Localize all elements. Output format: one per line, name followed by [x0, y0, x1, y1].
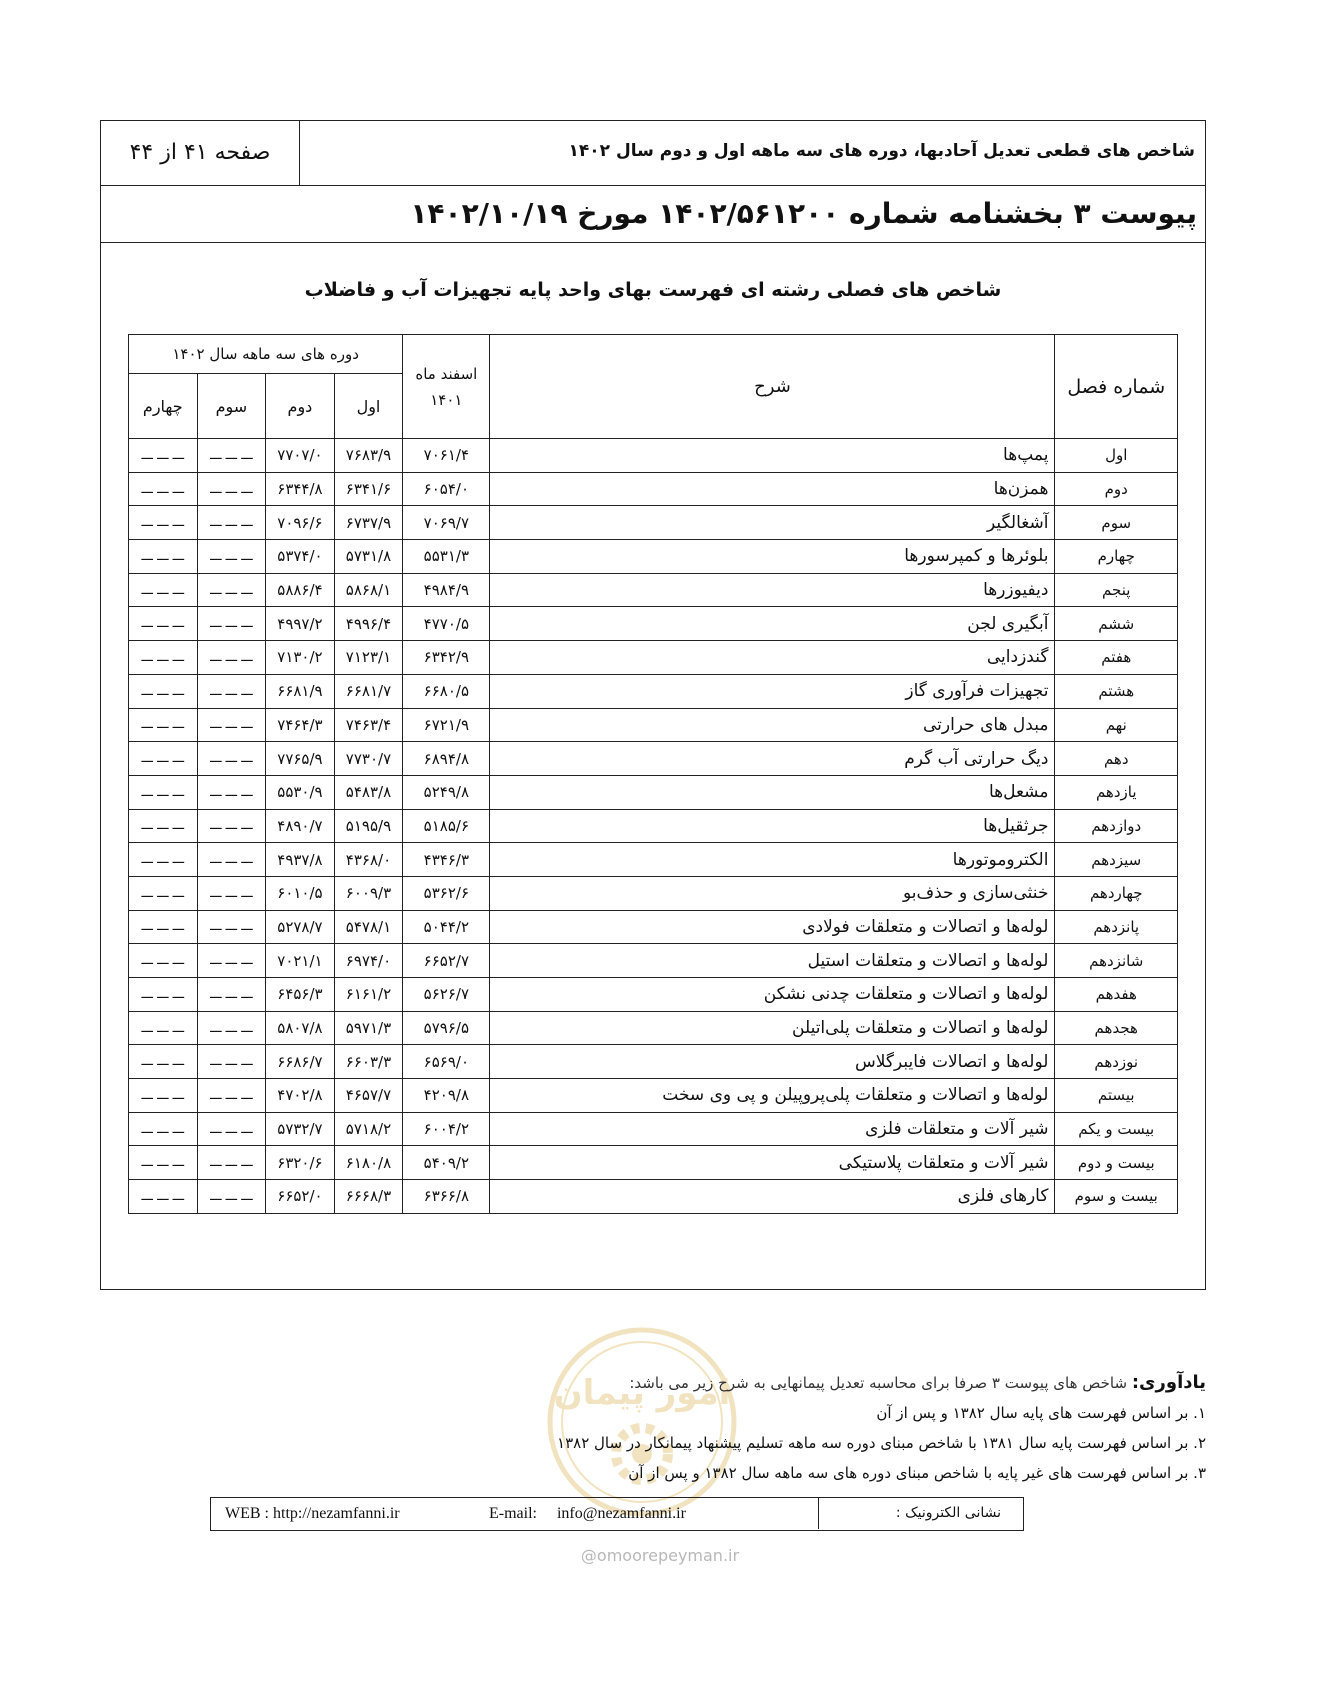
description-cell: لوله‌ها و اتصالات و متعلقات فولادی — [490, 910, 1055, 944]
q4-cell: ـــ ـــ ـــ — [129, 1045, 198, 1079]
contact-label: نشانی الکترونیک : — [818, 1498, 1023, 1529]
q2-cell: ۶۶۸۶/۷ — [266, 1045, 335, 1079]
q4-cell: ـــ ـــ ـــ — [129, 775, 198, 809]
q2-cell: ۷۰۹۶/۶ — [266, 506, 335, 540]
chapter-cell: دوم — [1055, 472, 1178, 506]
q1-cell: ۶۰۰۹/۳ — [334, 876, 403, 910]
description-cell: لوله‌ها و اتصالات و متعلقات پلی‌پروپیلن و پی وی سخت — [490, 1079, 1055, 1113]
notes-label: یادآوری: — [1131, 1372, 1206, 1393]
table-row — [129, 1011, 1178, 1045]
q1-cell: ۵۴۸۳/۸ — [334, 775, 403, 809]
chapter-cell: بیست و دوم — [1055, 1146, 1178, 1180]
q4-cell: ـــ ـــ ـــ — [129, 607, 198, 641]
q3-cell: ـــ ـــ ـــ — [197, 540, 266, 574]
q2-cell: ۷۴۶۴/۳ — [266, 708, 335, 742]
q4-cell: ـــ ـــ ـــ — [129, 944, 198, 978]
index-table — [128, 334, 1178, 1214]
q4-cell: ـــ ـــ ـــ — [129, 506, 198, 540]
q3-cell: ـــ ـــ ـــ — [197, 607, 266, 641]
header-q1: اول — [334, 374, 403, 439]
q3-cell: ـــ ـــ ـــ — [197, 843, 266, 877]
esfand-1401-cell: ۵۶۲۶/۷ — [403, 978, 490, 1012]
q4-cell: ـــ ـــ ـــ — [129, 742, 198, 776]
q1-cell: ۴۳۶۸/۰ — [334, 843, 403, 877]
q1-cell: ۷۴۶۳/۴ — [334, 708, 403, 742]
header-row — [101, 121, 1205, 186]
chapter-cell: نهم — [1055, 708, 1178, 742]
description-cell: تجهیزات فرآوری گاز — [490, 674, 1055, 708]
q3-cell: ـــ ـــ ـــ — [197, 439, 266, 473]
q4-cell: ـــ ـــ ـــ — [129, 910, 198, 944]
esfand-1401-cell: ۴۷۷۰/۵ — [403, 607, 490, 641]
q1-cell: ۷۶۸۳/۹ — [334, 439, 403, 473]
header-q4: چهارم — [129, 374, 198, 439]
q3-cell: ـــ ـــ ـــ — [197, 809, 266, 843]
q2-cell: ۴۸۹۰/۷ — [266, 809, 335, 843]
description-cell: لوله‌ها و اتصالات و متعلقات استیل — [490, 944, 1055, 978]
chapter-cell: اول — [1055, 439, 1178, 473]
q2-cell: ۶۶۵۲/۰ — [266, 1180, 335, 1214]
chapter-cell: پانزدهم — [1055, 910, 1178, 944]
q4-cell: ـــ ـــ ـــ — [129, 1079, 198, 1113]
esfand-1401-cell: ۶۳۴۲/۹ — [403, 641, 490, 675]
table-row — [129, 1112, 1178, 1146]
chapter-cell: چهارم — [1055, 540, 1178, 574]
q1-cell: ۶۶۰۳/۳ — [334, 1045, 403, 1079]
q4-cell: ـــ ـــ ـــ — [129, 843, 198, 877]
note-item-3: ۳. بر اساس فهرست های غیر پایه با شاخص مبنای دوره های سه ماهه سال ۱۳۸۲ و پس از آن — [628, 1464, 1206, 1482]
q2-cell: ۴۹۳۷/۸ — [266, 843, 335, 877]
table-row — [129, 1146, 1178, 1180]
header-chapter: شماره فصل — [1055, 335, 1178, 439]
esfand-1401-cell: ۷۰۶۹/۷ — [403, 506, 490, 540]
bulletin-row — [101, 185, 1205, 243]
q1-cell: ۵۸۶۸/۱ — [334, 573, 403, 607]
q2-cell: ۴۷۰۲/۸ — [266, 1079, 335, 1113]
page-number: صفحه ۴۱ از ۴۴ — [101, 121, 300, 185]
esfand-1401-cell: ۵۰۴۴/۲ — [403, 910, 490, 944]
notes-section — [446, 1368, 1206, 1488]
description-cell: همزن‌ها — [490, 472, 1055, 506]
q1-cell: ۴۶۵۷/۷ — [334, 1079, 403, 1113]
q4-cell: ـــ ـــ ـــ — [129, 1180, 198, 1214]
q3-cell: ـــ ـــ ـــ — [197, 1079, 266, 1113]
q1-cell: ۶۳۴۱/۶ — [334, 472, 403, 506]
q1-cell: ۵۱۹۵/۹ — [334, 809, 403, 843]
notes-intro: شاخص های پیوست ۳ صرفا برای محاسبه تعدیل پیمانهایی به شرح زیر می باشد: — [629, 1374, 1128, 1392]
chapter-cell: سیزدهم — [1055, 843, 1178, 877]
q3-cell: ـــ ـــ ـــ — [197, 742, 266, 776]
q1-cell: ۶۱۶۱/۲ — [334, 978, 403, 1012]
chapter-cell: چهاردهم — [1055, 876, 1178, 910]
q2-cell: ۵۸۰۷/۸ — [266, 1011, 335, 1045]
esfand-1401-cell: ۶۶۸۰/۵ — [403, 674, 490, 708]
q2-cell: ۵۵۳۰/۹ — [266, 775, 335, 809]
description-cell: کارهای فلزی — [490, 1180, 1055, 1214]
description-cell: شیر آلات و متعلقات پلاستیکی — [490, 1146, 1055, 1180]
table-row — [129, 1045, 1178, 1079]
table-row — [129, 540, 1178, 574]
q4-cell: ـــ ـــ ـــ — [129, 1011, 198, 1045]
table-row — [129, 843, 1178, 877]
description-cell: آبگیری لجن — [490, 607, 1055, 641]
q3-cell: ـــ ـــ ـــ — [197, 1180, 266, 1214]
header-esfand-line2: ۱۴۰۱ — [430, 390, 463, 409]
table-row — [129, 506, 1178, 540]
chapter-cell: هفدهم — [1055, 978, 1178, 1012]
website-link[interactable]: WEB : http://nezamfanni.ir — [225, 1505, 400, 1522]
q3-cell: ـــ ـــ ـــ — [197, 506, 266, 540]
chapter-cell: نوزدهم — [1055, 1045, 1178, 1079]
email-address: info@nezamfanni.ir — [556, 1505, 686, 1522]
description-cell: گندزدایی — [490, 641, 1055, 675]
table-row — [129, 674, 1178, 708]
esfand-1401-cell: ۵۴۰۹/۲ — [403, 1146, 490, 1180]
description-cell: آشغالگیر — [490, 506, 1055, 540]
q2-cell: ۵۲۷۸/۷ — [266, 910, 335, 944]
q2-cell: ۵۳۷۴/۰ — [266, 540, 335, 574]
q2-cell: ۷۰۲۱/۱ — [266, 944, 335, 978]
header-esfand-line1: اسفند ماه — [415, 364, 478, 383]
table-row — [129, 775, 1178, 809]
description-cell: الکتروموتورها — [490, 843, 1055, 877]
chapter-cell: ششم — [1055, 607, 1178, 641]
q2-cell: ۷۱۳۰/۲ — [266, 641, 335, 675]
q2-cell: ۷۷۰۷/۰ — [266, 439, 335, 473]
esfand-1401-cell: ۶۰۵۴/۰ — [403, 472, 490, 506]
q4-cell: ـــ ـــ ـــ — [129, 472, 198, 506]
email-label: E-mail: — [489, 1505, 537, 1522]
description-cell: لوله‌ها و اتصالات و متعلقات پلی‌اتیلن — [490, 1011, 1055, 1045]
esfand-1401-cell: ۶۳۶۶/۸ — [403, 1180, 490, 1214]
esfand-1401-cell: ۴۹۸۴/۹ — [403, 573, 490, 607]
table-row — [129, 978, 1178, 1012]
chapter-cell: شانزدهم — [1055, 944, 1178, 978]
description-cell: دیفیوزرها — [490, 573, 1055, 607]
header-q3: سوم — [197, 374, 266, 439]
description-cell: لوله‌ها و اتصالات فایبرگلاس — [490, 1045, 1055, 1079]
q3-cell: ـــ ـــ ـــ — [197, 573, 266, 607]
table-row — [129, 439, 1178, 473]
note-item-1: ۱. بر اساس فهرست های پایه سال ۱۳۸۲ و پس از آن — [876, 1404, 1206, 1422]
table-row — [129, 708, 1178, 742]
q4-cell: ـــ ـــ ـــ — [129, 708, 198, 742]
q1-cell: ۶۹۷۴/۰ — [334, 944, 403, 978]
table-row — [129, 944, 1178, 978]
watermark-text: @omoorepeyman.ir — [580, 1546, 740, 1565]
contact-box — [210, 1497, 1024, 1531]
q3-cell: ـــ ـــ ـــ — [197, 944, 266, 978]
q4-cell: ـــ ـــ ـــ — [129, 809, 198, 843]
q2-cell: ۴۹۹۷/۲ — [266, 607, 335, 641]
chapter-cell: هفتم — [1055, 641, 1178, 675]
table-title: شاخص های فصلی رشته ای فهرست بهای واحد پایه تجهیزات آب و فاضلاب — [304, 279, 1002, 301]
header-description: شرح — [490, 335, 1055, 439]
q4-cell: ـــ ـــ ـــ — [129, 540, 198, 574]
esfand-1401-cell: ۴۳۴۶/۳ — [403, 843, 490, 877]
header-esfand-1401 — [403, 335, 490, 439]
header-q2: دوم — [266, 374, 335, 439]
esfand-1401-cell: ۵۳۶۲/۶ — [403, 876, 490, 910]
table-row — [129, 1180, 1178, 1214]
q3-cell: ـــ ـــ ـــ — [197, 674, 266, 708]
chapter-cell: سوم — [1055, 506, 1178, 540]
table-row — [129, 1079, 1178, 1113]
chapter-cell: هجدهم — [1055, 1011, 1178, 1045]
q1-cell: ۶۱۸۰/۸ — [334, 1146, 403, 1180]
bulletin-reference: پیوست ۳ بخشنامه شماره ۱۴۰۲/۵۶۱۲۰۰ مورخ ۱۴۰۲/۱۰/۱۹ — [410, 197, 1197, 230]
table-body — [129, 439, 1178, 1214]
esfand-1401-cell: ۴۲۰۹/۸ — [403, 1079, 490, 1113]
q3-cell: ـــ ـــ ـــ — [197, 876, 266, 910]
q2-cell: ۷۷۶۵/۹ — [266, 742, 335, 776]
q1-cell: ۵۹۷۱/۳ — [334, 1011, 403, 1045]
q1-cell: ۵۷۱۸/۲ — [334, 1112, 403, 1146]
q4-cell: ـــ ـــ ـــ — [129, 674, 198, 708]
header-quarterly-periods: دوره های سه ماهه سال ۱۴۰۲ — [129, 335, 403, 374]
q2-cell: ۶۶۸۱/۹ — [266, 674, 335, 708]
q1-cell: ۴۹۹۶/۴ — [334, 607, 403, 641]
description-cell: دیگ حرارتی آب گرم — [490, 742, 1055, 776]
description-cell: مبدل های حرارتی — [490, 708, 1055, 742]
q4-cell: ـــ ـــ ـــ — [129, 876, 198, 910]
q2-cell: ۶۳۴۴/۸ — [266, 472, 335, 506]
q4-cell: ـــ ـــ ـــ — [129, 641, 198, 675]
description-cell: شیر آلات و متعلقات فلزی — [490, 1112, 1055, 1146]
q1-cell: ۶۷۳۷/۹ — [334, 506, 403, 540]
description-cell: پمپ‌ها — [490, 439, 1055, 473]
q3-cell: ـــ ـــ ـــ — [197, 1112, 266, 1146]
chapter-cell: دوازدهم — [1055, 809, 1178, 843]
note-item-2: ۲. بر اساس فهرست پایه سال ۱۳۸۱ با شاخص مبنای دوره سه ماهه تسلیم پیشنهاد پیمانکار در سال ۱۳۸۲ — [557, 1434, 1206, 1452]
esfand-1401-cell: ۵۷۹۶/۵ — [403, 1011, 490, 1045]
q1-cell: ۶۶۶۸/۳ — [334, 1180, 403, 1214]
q4-cell: ـــ ـــ ـــ — [129, 1146, 198, 1180]
q2-cell: ۵۸۸۶/۴ — [266, 573, 335, 607]
description-cell: بلوئرها و کمپرسورها — [490, 540, 1055, 574]
esfand-1401-cell: ۵۱۸۵/۶ — [403, 809, 490, 843]
chapter-cell: پنجم — [1055, 573, 1178, 607]
chapter-cell: بیستم — [1055, 1079, 1178, 1113]
chapter-cell: دهم — [1055, 742, 1178, 776]
table-row — [129, 809, 1178, 843]
document-title: شاخص های قطعی تعدیل آحادبها، دوره های سه ماهه اول و دوم سال ۱۴۰۲ — [568, 141, 1195, 161]
watermark-logo-text: امور پیمان — [553, 1373, 731, 1413]
description-cell: لوله‌ها و اتصالات و متعلقات چدنی نشکن — [490, 978, 1055, 1012]
description-cell: جرثقیل‌ها — [490, 809, 1055, 843]
q4-cell: ـــ ـــ ـــ — [129, 439, 198, 473]
q1-cell: ۷۷۳۰/۷ — [334, 742, 403, 776]
q3-cell: ـــ ـــ ـــ — [197, 708, 266, 742]
q3-cell: ـــ ـــ ـــ — [197, 1045, 266, 1079]
table-row — [129, 472, 1178, 506]
esfand-1401-cell: ۷۰۶۱/۴ — [403, 439, 490, 473]
chapter-cell: یازدهم — [1055, 775, 1178, 809]
q1-cell: ۷۱۲۳/۱ — [334, 641, 403, 675]
esfand-1401-cell: ۶۷۲۱/۹ — [403, 708, 490, 742]
table-row — [129, 742, 1178, 776]
esfand-1401-cell: ۶۶۵۲/۷ — [403, 944, 490, 978]
chapter-cell: بیست و سوم — [1055, 1180, 1178, 1214]
q2-cell: ۵۷۳۲/۷ — [266, 1112, 335, 1146]
q1-cell: ۵۷۳۱/۸ — [334, 540, 403, 574]
esfand-1401-cell: ۶۸۹۴/۸ — [403, 742, 490, 776]
description-cell: مشعل‌ها — [490, 775, 1055, 809]
q3-cell: ـــ ـــ ـــ — [197, 641, 266, 675]
notes-intro-line — [446, 1368, 1206, 1398]
q4-cell: ـــ ـــ ـــ — [129, 573, 198, 607]
q3-cell: ـــ ـــ ـــ — [197, 978, 266, 1012]
esfand-1401-cell: ۶۵۶۹/۰ — [403, 1045, 490, 1079]
q2-cell: ۶۳۲۰/۶ — [266, 1146, 335, 1180]
q4-cell: ـــ ـــ ـــ — [129, 1112, 198, 1146]
q1-cell: ۶۶۸۱/۷ — [334, 674, 403, 708]
chapter-cell: هشتم — [1055, 674, 1178, 708]
description-cell: خنثی‌سازی و حذف‌بو — [490, 876, 1055, 910]
table-row — [129, 573, 1178, 607]
q2-cell: ۶۴۵۶/۳ — [266, 978, 335, 1012]
q3-cell: ـــ ـــ ـــ — [197, 775, 266, 809]
q3-cell: ـــ ـــ ـــ — [197, 472, 266, 506]
table-row — [129, 910, 1178, 944]
table-row — [129, 876, 1178, 910]
q1-cell: ۵۴۷۸/۱ — [334, 910, 403, 944]
chapter-cell: بیست و یکم — [1055, 1112, 1178, 1146]
q4-cell: ـــ ـــ ـــ — [129, 978, 198, 1012]
table-row — [129, 607, 1178, 641]
table-row — [129, 641, 1178, 675]
q3-cell: ـــ ـــ ـــ — [197, 910, 266, 944]
esfand-1401-cell: ۵۵۳۱/۳ — [403, 540, 490, 574]
q3-cell: ـــ ـــ ـــ — [197, 1146, 266, 1180]
q3-cell: ـــ ـــ ـــ — [197, 1011, 266, 1045]
esfand-1401-cell: ۶۰۰۴/۲ — [403, 1112, 490, 1146]
q2-cell: ۶۰۱۰/۵ — [266, 876, 335, 910]
email-link[interactable] — [489, 1498, 686, 1529]
esfand-1401-cell: ۵۲۴۹/۸ — [403, 775, 490, 809]
